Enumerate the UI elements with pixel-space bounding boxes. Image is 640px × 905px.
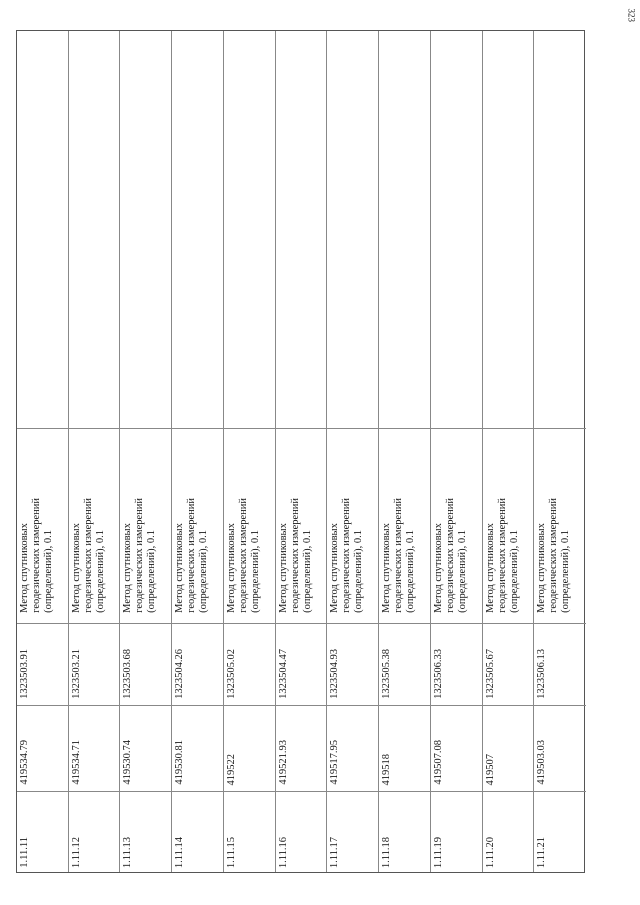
cell-num	[120, 791, 171, 874]
coordinate-y: 1323503.91	[19, 649, 30, 699]
cell-x	[327, 705, 378, 791]
method-text: Метод спутниковых геодезических измерений (определений), 0.1	[484, 498, 520, 613]
cell-method	[224, 428, 275, 623]
coordinate-y: 1323505.67	[484, 649, 496, 699]
coordinate-x: 419518	[381, 753, 393, 785]
cell-y	[224, 623, 275, 705]
coordinate-x: 419522	[225, 753, 237, 785]
coordinate-y: 1323504.47	[277, 649, 289, 699]
cell-num	[534, 791, 586, 874]
point-number: 1.11.13	[122, 836, 134, 868]
point-number: 1.11.12	[70, 836, 82, 868]
cell-note	[327, 31, 378, 428]
coordinate-x: 419507.08	[432, 740, 444, 785]
coordinate-y: 1323506.13	[536, 649, 548, 699]
coordinate-y: 1323506.33	[432, 649, 444, 699]
point-number: 1.11.21	[536, 836, 548, 868]
cell-num	[172, 791, 223, 874]
coordinate-x: 419521.93	[277, 740, 289, 785]
point-number: 1.11.19	[432, 836, 444, 868]
cell-y	[172, 623, 223, 705]
coordinate-x: 419517.95	[329, 740, 341, 785]
coordinate-y: 1323504.26	[174, 649, 186, 699]
cell-method	[483, 428, 534, 623]
point-number: 1.11.18	[381, 836, 393, 868]
coordinate-y: 1323503.68	[122, 649, 134, 699]
point-number: 1.11.17	[329, 836, 341, 868]
cell-x	[69, 705, 120, 791]
cell-method	[172, 428, 223, 623]
cell-method	[379, 428, 430, 623]
method-text: Метод спутниковых геодезических измерений (определений), 0.1	[122, 498, 158, 613]
cell-note	[224, 31, 275, 428]
cell-x	[276, 705, 327, 791]
method-text: Метод спутниковых геодезических измерений (определений), 0.1	[174, 498, 210, 613]
table-row	[379, 31, 431, 872]
table-row	[17, 31, 69, 872]
cell-note	[120, 31, 171, 428]
method-text: Метод спутниковых геодезических измерений (определений), 0.1	[70, 498, 106, 613]
cell-x	[431, 705, 482, 791]
point-number: 1.11.11	[19, 837, 30, 868]
cell-method	[534, 428, 586, 623]
cell-y	[120, 623, 171, 705]
cell-method	[17, 428, 68, 623]
cell-x	[172, 705, 223, 791]
table-row	[120, 31, 172, 872]
coordinates-table	[16, 30, 585, 873]
method-text: Метод спутниковых геодезических измерений (определений), 0.1	[432, 498, 468, 613]
coordinate-x: 419530.81	[174, 740, 186, 785]
page-number: 323	[626, 8, 636, 22]
cell-note	[483, 31, 534, 428]
cell-num	[327, 791, 378, 874]
cell-y	[483, 623, 534, 705]
cell-method	[431, 428, 482, 623]
coordinate-x: 419503.03	[536, 740, 548, 785]
cell-num	[276, 791, 327, 874]
cell-num	[69, 791, 120, 874]
coordinate-x: 419530.74	[122, 740, 134, 785]
table-row	[69, 31, 121, 872]
cell-y	[379, 623, 430, 705]
table-row	[534, 31, 586, 872]
coordinate-y: 1323504.93	[329, 649, 341, 699]
cell-y	[431, 623, 482, 705]
cell-y	[69, 623, 120, 705]
cell-y	[534, 623, 586, 705]
coordinate-x: 419534.79	[19, 740, 30, 785]
cell-x	[534, 705, 586, 791]
point-number: 1.11.16	[277, 836, 289, 868]
cell-x	[483, 705, 534, 791]
method-text: Метод спутниковых геодезических измерений (определений), 0.1	[536, 498, 572, 613]
cell-note	[17, 31, 68, 428]
cell-note	[276, 31, 327, 428]
coordinate-y: 1323503.21	[70, 649, 82, 699]
coordinate-x: 419534.71	[70, 740, 82, 785]
table-row	[483, 31, 535, 872]
cell-method	[69, 428, 120, 623]
table-row	[224, 31, 276, 872]
cell-note	[534, 31, 586, 428]
cell-num	[224, 791, 275, 874]
cell-note	[379, 31, 430, 428]
cell-method	[327, 428, 378, 623]
point-number: 1.11.14	[174, 836, 186, 868]
method-text: Метод спутниковых геодезических измерений (определений), 0.1	[19, 498, 54, 613]
cell-y	[17, 623, 68, 705]
point-number: 1.11.15	[225, 836, 237, 868]
cell-x	[224, 705, 275, 791]
cell-y	[276, 623, 327, 705]
method-text: Метод спутниковых геодезических измерений (определений), 0.1	[329, 498, 365, 613]
table-row	[276, 31, 328, 872]
cell-num	[379, 791, 430, 874]
point-number: 1.11.20	[484, 836, 496, 868]
cell-num	[431, 791, 482, 874]
cell-method	[120, 428, 171, 623]
cell-note	[69, 31, 120, 428]
coordinate-y: 1323505.38	[381, 649, 393, 699]
cell-y	[327, 623, 378, 705]
table-row	[431, 31, 483, 872]
table-row	[327, 31, 379, 872]
method-text: Метод спутниковых геодезических измерений (определений), 0.1	[277, 498, 313, 613]
cell-num	[17, 791, 68, 874]
coordinate-y: 1323505.02	[225, 649, 237, 699]
method-text: Метод спутниковых геодезических измерений (определений), 0.1	[225, 498, 261, 613]
cell-note	[431, 31, 482, 428]
cell-x	[120, 705, 171, 791]
cell-method	[276, 428, 327, 623]
cell-x	[17, 705, 68, 791]
cell-num	[483, 791, 534, 874]
coordinate-x: 419507	[484, 753, 496, 785]
method-text: Метод спутниковых геодезических измерений (определений), 0.1	[381, 498, 417, 613]
cell-note	[172, 31, 223, 428]
table-row	[172, 31, 224, 872]
cell-x	[379, 705, 430, 791]
